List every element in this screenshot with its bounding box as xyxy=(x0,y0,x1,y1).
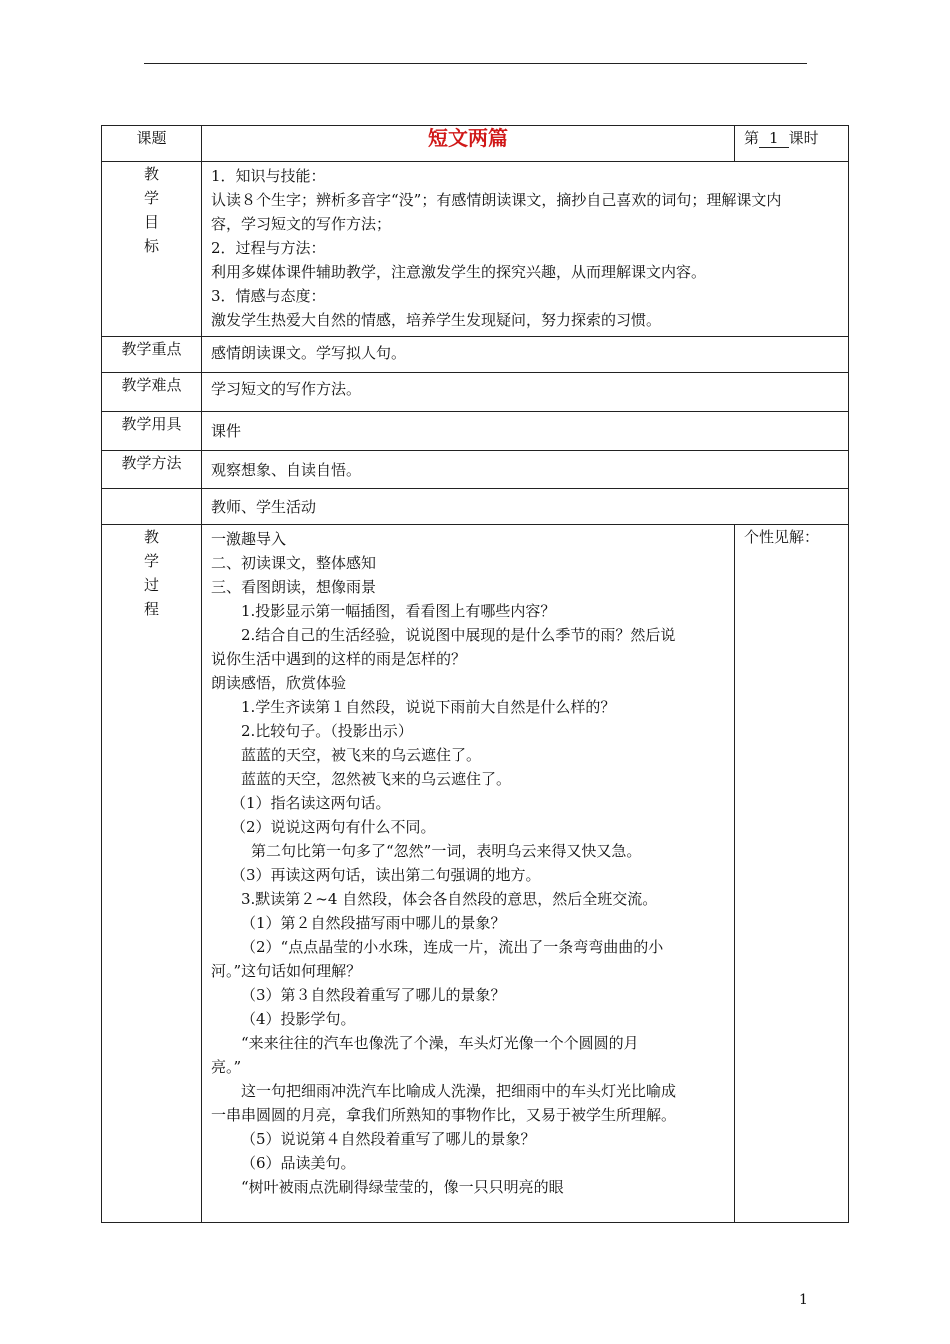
row-activity xyxy=(102,489,849,525)
process-content xyxy=(202,525,735,1223)
process-line: （4）投影学句。 xyxy=(241,1010,356,1028)
process-line: （6）品读美句。 xyxy=(241,1154,356,1172)
process-line: 亮。” xyxy=(211,1058,242,1076)
process-line: 朗读感悟，欣赏体验 xyxy=(211,674,347,692)
goals-label-char: 目 xyxy=(143,213,159,231)
process-line: 蓝蓝的天空，忽然被飞来的乌云遮住了。 xyxy=(241,770,512,788)
process-line: （1）第２自然段描写雨中哪儿的景象？ xyxy=(241,914,506,932)
goal-line: 激发学生热爱大自然的情感，培养学生发现疑问，努力探索的习惯。 xyxy=(211,311,662,329)
goal-line: 3．情感与态度： xyxy=(211,287,326,305)
process-line: 蓝蓝的天空，被飞来的乌云遮住了。 xyxy=(241,746,482,764)
process-line: 一串串圆圆的月亮，拿我们所熟知的事物作比，又易于被学生所理解。 xyxy=(211,1106,677,1124)
lesson-prefix: 第 xyxy=(744,129,760,147)
lesson-title: 短文两篇 xyxy=(202,126,735,162)
course-label: 课题 xyxy=(102,126,202,162)
process-line: （5）说说第４自然段着重写了哪儿的景象？ xyxy=(241,1130,536,1148)
process-line: 2.结合自己的生活经验，说说图中展现的是什么季节的雨？然后说 xyxy=(241,626,676,644)
process-line: 三、看图朗读，想像雨景 xyxy=(211,578,377,596)
difficulty-label: 教学难点 xyxy=(102,373,202,412)
tools-value: 课件 xyxy=(202,412,849,451)
page-number: 1 xyxy=(799,1292,808,1308)
lesson-number xyxy=(735,126,849,162)
process-line: “来来往往的汽车也像洗了个澡，车头灯光像一个个圆圆的月 xyxy=(241,1034,639,1052)
row-key-point xyxy=(102,337,849,373)
process-line: 3.默读第２~4 自然段，体会各自然段的意思，然后全班交流。 xyxy=(241,890,658,908)
goal-line: 2．过程与方法： xyxy=(211,239,326,257)
process-line: （3）第３自然段着重写了哪儿的景象？ xyxy=(241,986,506,1004)
goals-label-char: 标 xyxy=(143,237,159,255)
row-tools xyxy=(102,412,849,451)
goal-line: 容，学习短文的写作方法； xyxy=(211,215,392,233)
process-line: （2）说说这两句有什么不同。 xyxy=(231,818,436,836)
goals-content xyxy=(202,162,849,337)
row-method xyxy=(102,451,849,489)
lesson-number-value: 1 xyxy=(759,129,789,148)
process-label-char: 程 xyxy=(143,600,159,618)
process-line: 二、初读课文，整体感知 xyxy=(211,554,377,572)
goal-line: 利用多媒体课件辅助教学，注意激发学生的探究兴趣，从而理解课文内容。 xyxy=(211,263,707,281)
row-process xyxy=(102,525,849,1223)
activity-value: 教师、学生活动 xyxy=(202,489,849,525)
row-goals xyxy=(102,162,849,337)
key-point-label: 教学重点 xyxy=(102,337,202,373)
process-line: 河。”这句话如何理解？ xyxy=(211,962,362,980)
lesson-plan-table xyxy=(101,125,849,1223)
activity-label xyxy=(102,489,202,525)
goal-line: 认读８个生字；辨析多音字“没”；有感情朗读课文，摘抄自己喜欢的词句；理解课文内 xyxy=(211,191,782,209)
process-label-char: 过 xyxy=(143,576,159,594)
method-label: 教学方法 xyxy=(102,451,202,489)
process-line: 一激趣导入 xyxy=(211,530,287,548)
row-difficulty xyxy=(102,373,849,412)
goal-line: 1．知识与技能： xyxy=(211,167,326,185)
personal-notes: 个性见解： xyxy=(735,525,849,1223)
process-line: （1）指名读这两句话。 xyxy=(231,794,391,812)
key-point-value: 感情朗读课文。学写拟人句。 xyxy=(202,337,849,373)
difficulty-value: 学习短文的写作方法。 xyxy=(202,373,849,412)
process-label-char: 教 xyxy=(143,528,159,546)
process-line: 第二句比第一句多了“忽然”一词，表明乌云来得又快又急。 xyxy=(251,842,642,860)
goals-label-char: 教 xyxy=(143,165,159,183)
header-rule xyxy=(144,63,807,64)
process-line: “树叶被雨点洗刷得绿莹莹的，像一只只明亮的眼 xyxy=(241,1178,564,1196)
process-label-char: 学 xyxy=(143,552,159,570)
process-line: 说你生活中遇到的这样的雨是怎样的？ xyxy=(211,650,467,668)
process-line: 1.投影显示第一幅插图，看看图上有哪些内容？ xyxy=(241,602,556,620)
lesson-suffix: 课时 xyxy=(788,129,819,147)
process-line: 这一句把细雨冲洗汽车比喻成人洗澡，把细雨中的车头灯光比喻成 xyxy=(241,1082,677,1100)
row-title xyxy=(102,126,849,162)
tools-label: 教学用具 xyxy=(102,412,202,451)
process-line: 2.比较句子。（投影出示） xyxy=(241,722,413,740)
goals-label xyxy=(102,162,202,337)
process-label xyxy=(102,525,202,1223)
goals-label-char: 学 xyxy=(143,189,159,207)
method-value: 观察想象、自读自悟。 xyxy=(202,451,849,489)
process-line: （3）再读这两句话，读出第二句强调的地方。 xyxy=(231,866,541,884)
process-line: 1.学生齐读第１自然段，说说下雨前大自然是什么样的？ xyxy=(241,698,616,716)
process-line: （2）“点点晶莹的小水珠，连成一片，流出了一条弯弯曲曲的小 xyxy=(241,938,664,956)
